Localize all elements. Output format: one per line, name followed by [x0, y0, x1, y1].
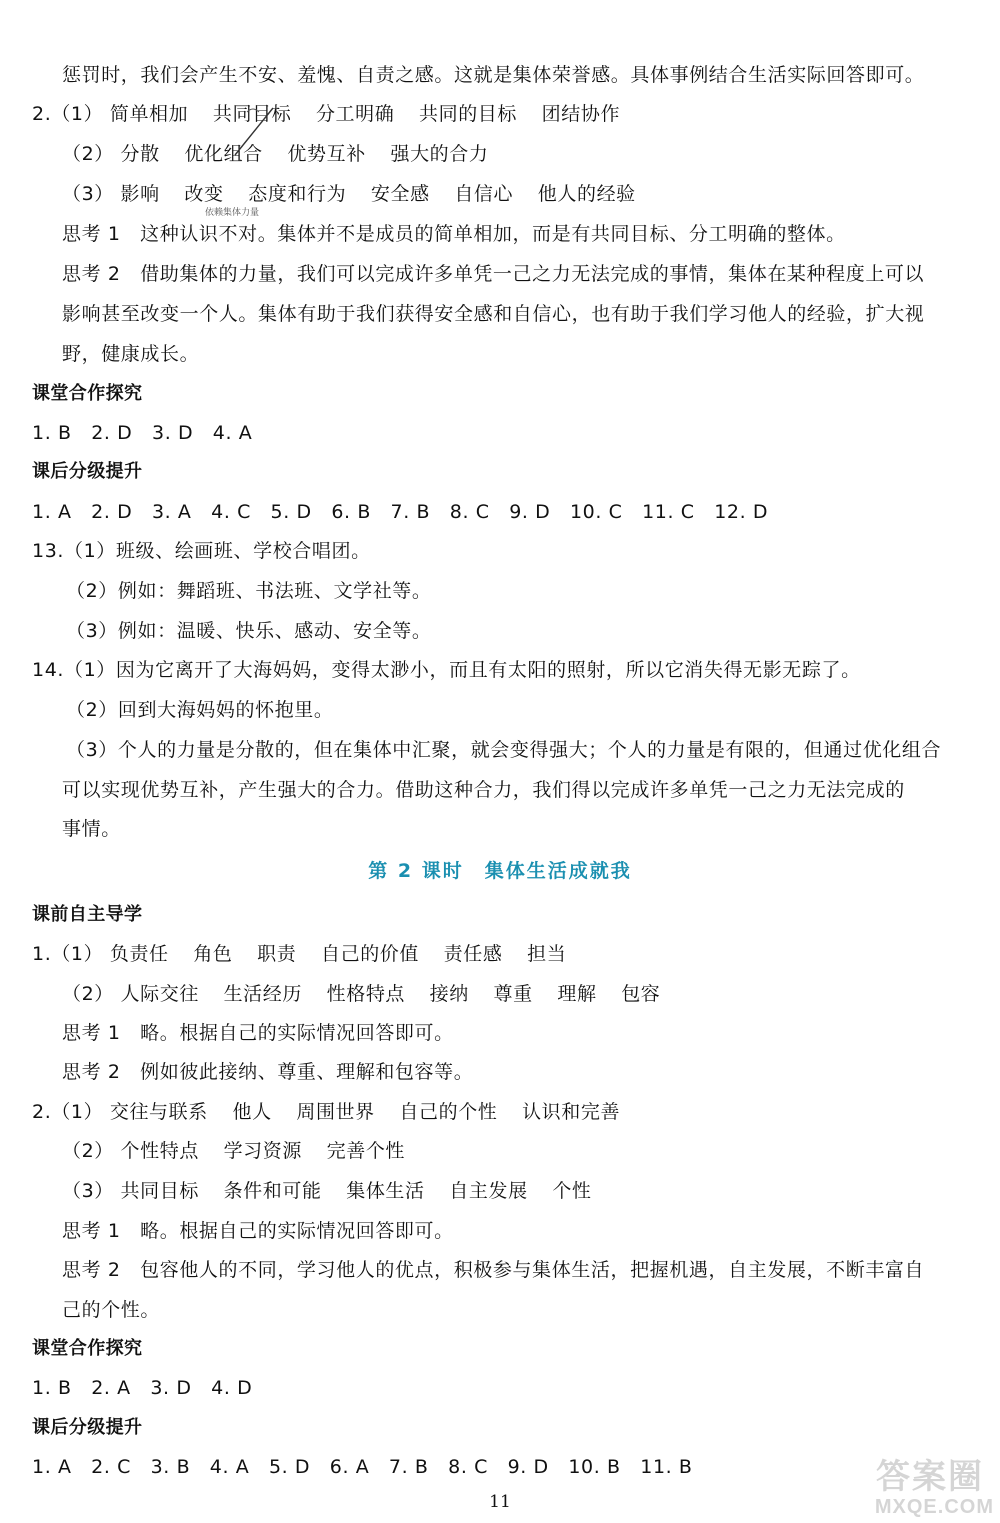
handwritten-note: 依赖集体力量: [205, 208, 260, 218]
answer-term: 他人的经验: [537, 183, 636, 205]
item-number: 2.（1）: [32, 103, 104, 125]
answer-term: 包容: [621, 983, 661, 1005]
watermark-logo-text: 答案圈: [876, 1457, 984, 1497]
answer-term: 分工明确: [315, 103, 395, 125]
pen-mark: [225, 100, 285, 170]
item-number: （3）: [62, 183, 114, 205]
answer-13-2: （2）例如：舞蹈班、书法班、文学社等。: [66, 580, 432, 602]
answer-14-2: （2）回到大海妈妈的怀抱里。: [66, 699, 334, 721]
answer-term: 强大的合力: [390, 143, 489, 165]
answer-term: 负责任: [109, 943, 169, 965]
answer-term: 担当: [527, 943, 567, 965]
item-number: （2）: [62, 1140, 114, 1162]
answer-term: 共同目标: [212, 103, 292, 125]
answer-term: 安全感: [370, 183, 430, 205]
answer-term: 个性特点: [120, 1140, 199, 1162]
item-number: 2.（1）: [32, 1101, 104, 1123]
answer-term: 优化组合: [184, 143, 263, 165]
answer-term: 自己的个性: [399, 1101, 498, 1123]
answer-14-3-line-a: （3）个人的力量是分散的，但在集体中汇聚，就会变得强大；个人的力量是有限的，但通过优化组合: [66, 739, 942, 761]
answer-term: 周围世界: [296, 1101, 375, 1123]
answer-14-3-line-b: 可以实现优势互补，产生强大的合力。借助这种合力，我们得以完成许多单凭一己之力无法完成的: [62, 779, 905, 801]
think-2-line-b: 影响甚至改变一个人。集体有助于我们获得安全感和自信心，也有助于我们学习他人的经验，扩大视: [62, 303, 925, 325]
answer-term: 自主发展: [449, 1180, 528, 1202]
answer-term: 条件和可能: [223, 1180, 322, 1202]
answer-term: 理解: [557, 983, 597, 1005]
think-2-line-b: 己的个性。: [62, 1299, 161, 1321]
think-1: 思考 1 略。根据自己的实际情况回答即可。: [62, 1022, 454, 1044]
answer-term: 生活经历: [223, 983, 302, 1005]
answer-line-1-1: [32, 941, 566, 967]
item-number: （2）: [62, 143, 114, 165]
answer-term: 角色: [193, 943, 233, 965]
answer-term: 团结协作: [541, 103, 621, 125]
answer-line-1-2: [62, 981, 660, 1007]
think-2-line-a: 思考 2 包容他人的不同，学习他人的优点，积极参与集体生活，把握机遇，自主发展，不断丰富自: [62, 1259, 925, 1281]
answer-term: 优势互补: [287, 143, 366, 165]
answer-line-2-2: [62, 1138, 405, 1164]
answer-term: 自信心: [454, 183, 514, 205]
item-number: 1.（1）: [32, 943, 104, 965]
answer-14-1: 14.（1）因为它离开了大海妈妈，变得太渺小，而且有太阳的照射，所以它消失得无影无踪了。: [32, 659, 861, 681]
answer-term: 职责: [257, 943, 297, 965]
answer-term: 他人: [232, 1101, 272, 1123]
answer-line-2-1: [32, 101, 620, 127]
section-heading: 课堂合作探究: [32, 383, 143, 404]
answer-term: 共同的目标: [419, 103, 518, 125]
section-heading: 课后分级提升: [32, 461, 143, 482]
think-2: 思考 2 例如彼此接纳、尊重、理解和包容等。: [62, 1061, 474, 1083]
answer-term: 人际交往: [120, 983, 199, 1005]
section-heading: 课堂合作探究: [32, 1338, 143, 1359]
answer-term: 接纳: [429, 983, 469, 1005]
answer-term: 完善个性: [326, 1140, 406, 1162]
answer-term: 影响: [120, 183, 160, 205]
answer-term: 尊重: [493, 983, 533, 1005]
choice-answers: 1. B 2. A 3. D 4. D: [32, 1377, 253, 1399]
page-number: 11: [489, 1492, 511, 1512]
answer-line-2-3: [62, 181, 636, 207]
text-line: 惩罚时，我们会产生不安、羞愧、自责之感。这就是集体荣誉感。具体事例结合生活实际回答即可。: [62, 64, 925, 86]
answer-term: 性格特点: [326, 983, 406, 1005]
answer-term: 改变: [184, 183, 224, 205]
think-1: 思考 1 这种认识不对。集体并不是成员的简单相加，而是有共同目标、分工明确的整体。: [62, 223, 846, 245]
answer-term: 交往与联系: [109, 1101, 208, 1123]
answer-line-2-1: [32, 1099, 620, 1125]
answer-term: 简单相加: [109, 103, 189, 125]
item-number: （2）: [62, 983, 114, 1005]
answer-term: 共同目标: [120, 1180, 199, 1202]
answer-term: 学习资源: [223, 1140, 302, 1162]
answer-13-3: （3）例如：温暖、快乐、感动、安全等。: [66, 620, 432, 642]
answer-term: 认识和完善: [522, 1101, 621, 1123]
think-2-line-a: 思考 2 借助集体的力量，我们可以完成许多单凭一己之力无法完成的事情，集体在某种程度上可以: [62, 263, 925, 285]
answer-14-3-line-c: 事情。: [62, 818, 121, 840]
answer-term: 责任感: [443, 943, 503, 965]
think-1: 思考 1 略。根据自己的实际情况回答即可。: [62, 1220, 454, 1242]
choice-answers: 1. A 2. C 3. B 4. A 5. D 6. A 7. B 8. C 9. D 10. B 11. B: [32, 1456, 693, 1478]
choice-answers: 1. B 2. D 3. D 4. A: [32, 422, 253, 444]
answer-term: 分散: [120, 143, 160, 165]
answer-term: 集体生活: [346, 1180, 425, 1202]
answer-line-2-3: [62, 1178, 592, 1204]
answer-term: 自己的价值: [321, 943, 420, 965]
lesson-title: 第 2 课时 集体生活成就我: [368, 860, 632, 882]
think-2-line-c: 野，健康成长。: [62, 343, 200, 365]
section-heading: 课后分级提升: [32, 1417, 143, 1438]
choice-answers: 1. A 2. D 3. A 4. C 5. D 6. B 7. B 8. C 9. D 10. C 11. C 12. D: [32, 501, 769, 523]
watermark-url: MXQE.COM: [874, 1496, 994, 1518]
answer-term: 个性: [552, 1180, 592, 1202]
item-number: （3）: [62, 1180, 114, 1202]
section-heading: 课前自主导学: [32, 904, 143, 925]
answer-term: 态度和行为: [248, 183, 347, 205]
answer-13-1: 13.（1）班级、绘画班、学校合唱团。: [32, 540, 371, 562]
